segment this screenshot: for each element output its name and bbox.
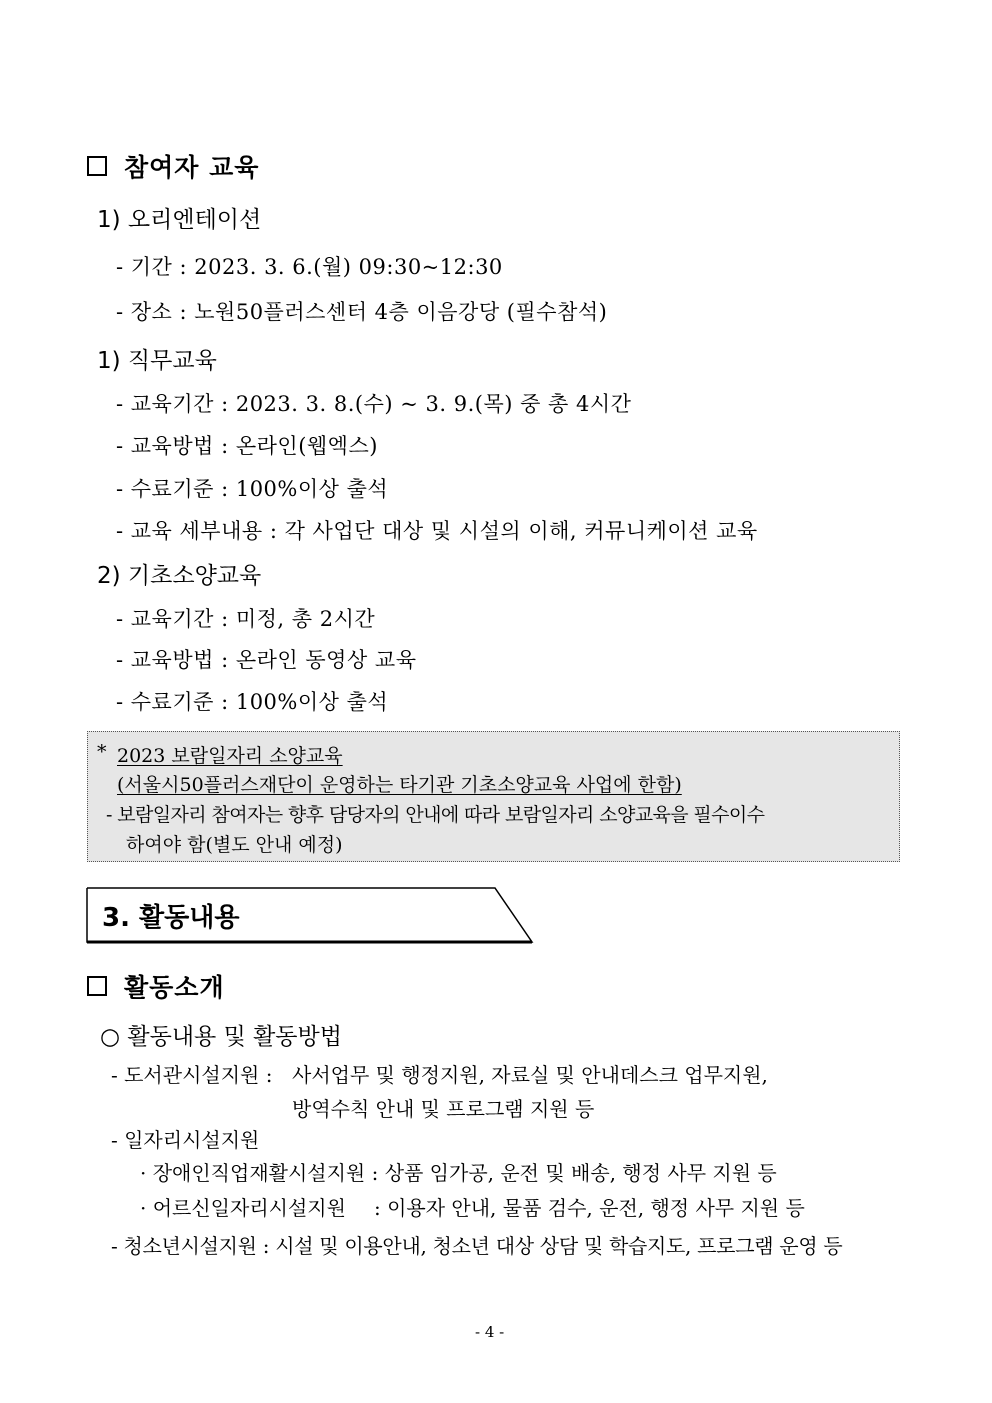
job-training-period: - 교육기간 : 2023. 3. 8.(수) ~ 3. 9.(목) 중 총 4시간: [116, 392, 632, 416]
note-box: [87, 731, 900, 862]
library-label: - 도서관시설지원 :: [111, 1063, 273, 1087]
heading-orientation: 1) 오리엔테이션: [97, 207, 262, 233]
job-facility-disabled: · 장애인직업재활시설지원 : 상품 임가공, 운전 및 배송, 행정 사무 지원 등: [140, 1161, 777, 1185]
job-training-method: - 교육방법 : 온라인(웹엑스): [116, 434, 378, 458]
job-training-criteria: - 수료기준 : 100%이상 출석: [116, 477, 389, 501]
job-training-details: - 교육 세부내용 : 각 사업단 대상 및 시설의 이해, 커뮤니케이션 교육: [116, 519, 758, 543]
checkbox-square-icon: [87, 976, 107, 996]
youth-facility: - 청소년시설지원 : 시설 및 이용안내, 청소년 대상 상담 및 학습지도, 프로그램 운영 등: [111, 1234, 843, 1258]
orientation-location: - 장소 : 노원50플러스센터 4층 이음강당 (필수참석): [116, 300, 608, 324]
activity-sub-heading: ○ 활동내용 및 활동방법: [100, 1024, 342, 1050]
chapter-title: 3. 활동내용: [102, 903, 240, 933]
basic-training-period: - 교육기간 : 미정, 총 2시간: [116, 607, 376, 631]
page-number: - 4 -: [475, 1323, 505, 1341]
note-subtitle: (서울시50플러스재단이 운영하는 타기관 기초소양교육 사업에 한함): [117, 774, 682, 796]
section-title-activity-intro: 활동소개: [124, 973, 225, 1002]
basic-training-criteria: - 수료기준 : 100%이상 출석: [116, 690, 389, 714]
note-body-line2: 하여야 함(별도 안내 예정): [126, 834, 343, 856]
orientation-period: - 기간 : 2023. 3. 6.(월) 09:30~12:30: [116, 255, 503, 279]
heading-job-training: 1) 직무교육: [97, 348, 217, 374]
job-facility-label: - 일자리시설지원: [111, 1128, 260, 1152]
note-star: *: [97, 741, 107, 763]
library-text-line2: 방역수칙 안내 및 프로그램 지원 등: [292, 1097, 595, 1121]
note-title: 2023 보람일자리 소양교육: [117, 745, 343, 767]
heading-basic-training: 2) 기초소양교육: [97, 563, 262, 589]
section-title-participant-education: 참여자 교육: [124, 153, 260, 182]
basic-training-method: - 교육방법 : 온라인 동영상 교육: [116, 648, 417, 672]
library-text-line1: 사서업무 및 행정지원, 자료실 및 안내데스크 업무지원,: [292, 1063, 768, 1087]
note-body-line1: - 보람일자리 참여자는 향후 담당자의 안내에 따라 보람일자리 소양교육을 필수이수: [106, 804, 765, 826]
job-facility-senior-label: · 어르신일자리시설지원: [140, 1196, 346, 1220]
job-facility-senior-text: : 이용자 안내, 물품 검수, 운전, 행정 사무 지원 등: [374, 1196, 805, 1220]
checkbox-square-icon: [87, 156, 107, 176]
